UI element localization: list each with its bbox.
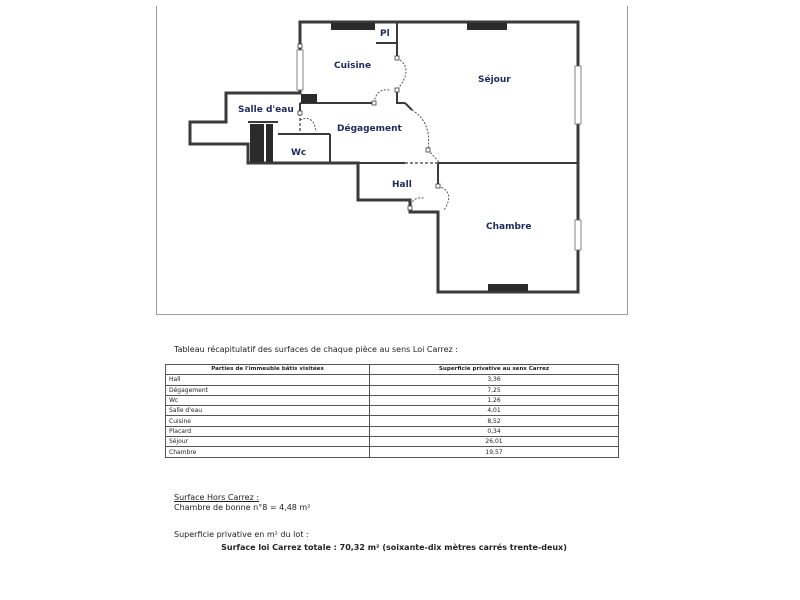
openings — [300, 113, 438, 163]
room-label-wc: Wc — [291, 148, 307, 158]
area-cell: 4,01 — [370, 406, 619, 416]
table-row — [166, 385, 619, 395]
table-row — [166, 395, 619, 405]
outer-walls — [190, 22, 578, 292]
room-label-placard: Pl — [380, 29, 390, 39]
room-label-cuisine: Cuisine — [334, 61, 372, 71]
private-area-label: Superficie privative en m² du lot : — [174, 530, 309, 539]
table-row — [166, 447, 619, 457]
area-cell: 26,01 — [370, 437, 619, 447]
table-row — [166, 375, 619, 385]
table-row — [166, 437, 619, 447]
hors-carrez-line: Chambre de bonne n°8 = 4,48 m² — [174, 503, 311, 512]
room-cell: Cuisine — [166, 416, 370, 426]
room-label-salle-eau: Salle d'eau — [238, 105, 294, 115]
column-header-room: Parties de l'immeuble bâtis visitées — [166, 365, 370, 375]
carrez-total: Surface loi Carrez totale : 70,32 m² (soixante-dix mètres carrés trente-deux) — [221, 543, 567, 552]
area-summary-table — [165, 364, 619, 458]
room-cell: Dégagement — [166, 385, 370, 395]
area-cell: 1,26 — [370, 395, 619, 405]
room-cell: Hall — [166, 375, 370, 385]
table-caption: Tableau récapitulatif des surfaces de chaque pièce au sens Loi Carrez : — [174, 345, 458, 354]
room-cell: Salle d'eau — [166, 406, 370, 416]
room-label-hall: Hall — [392, 180, 412, 190]
table-row — [166, 416, 619, 426]
table-header-row — [166, 365, 619, 375]
area-cell: 3,36 — [370, 375, 619, 385]
room-cell: Chambre — [166, 447, 370, 457]
area-cell: 19,57 — [370, 447, 619, 457]
table-row — [166, 426, 619, 436]
hors-carrez-title: Surface Hors Carrez : — [174, 493, 260, 502]
room-cell: Wc — [166, 395, 370, 405]
room-label-chambre: Chambre — [486, 222, 532, 232]
room-cell: Placard — [166, 426, 370, 436]
table-row — [166, 406, 619, 416]
column-header-area: Superficie privative au sens Carrez — [370, 365, 619, 375]
room-label-degagement: Dégagement — [337, 124, 402, 134]
room-label-sejour: Séjour — [478, 75, 511, 85]
area-cell: 7,25 — [370, 385, 619, 395]
interior-walls — [248, 22, 578, 186]
area-cell: 0,34 — [370, 426, 619, 436]
area-cell: 8,52 — [370, 416, 619, 426]
room-cell: Séjour — [166, 437, 370, 447]
